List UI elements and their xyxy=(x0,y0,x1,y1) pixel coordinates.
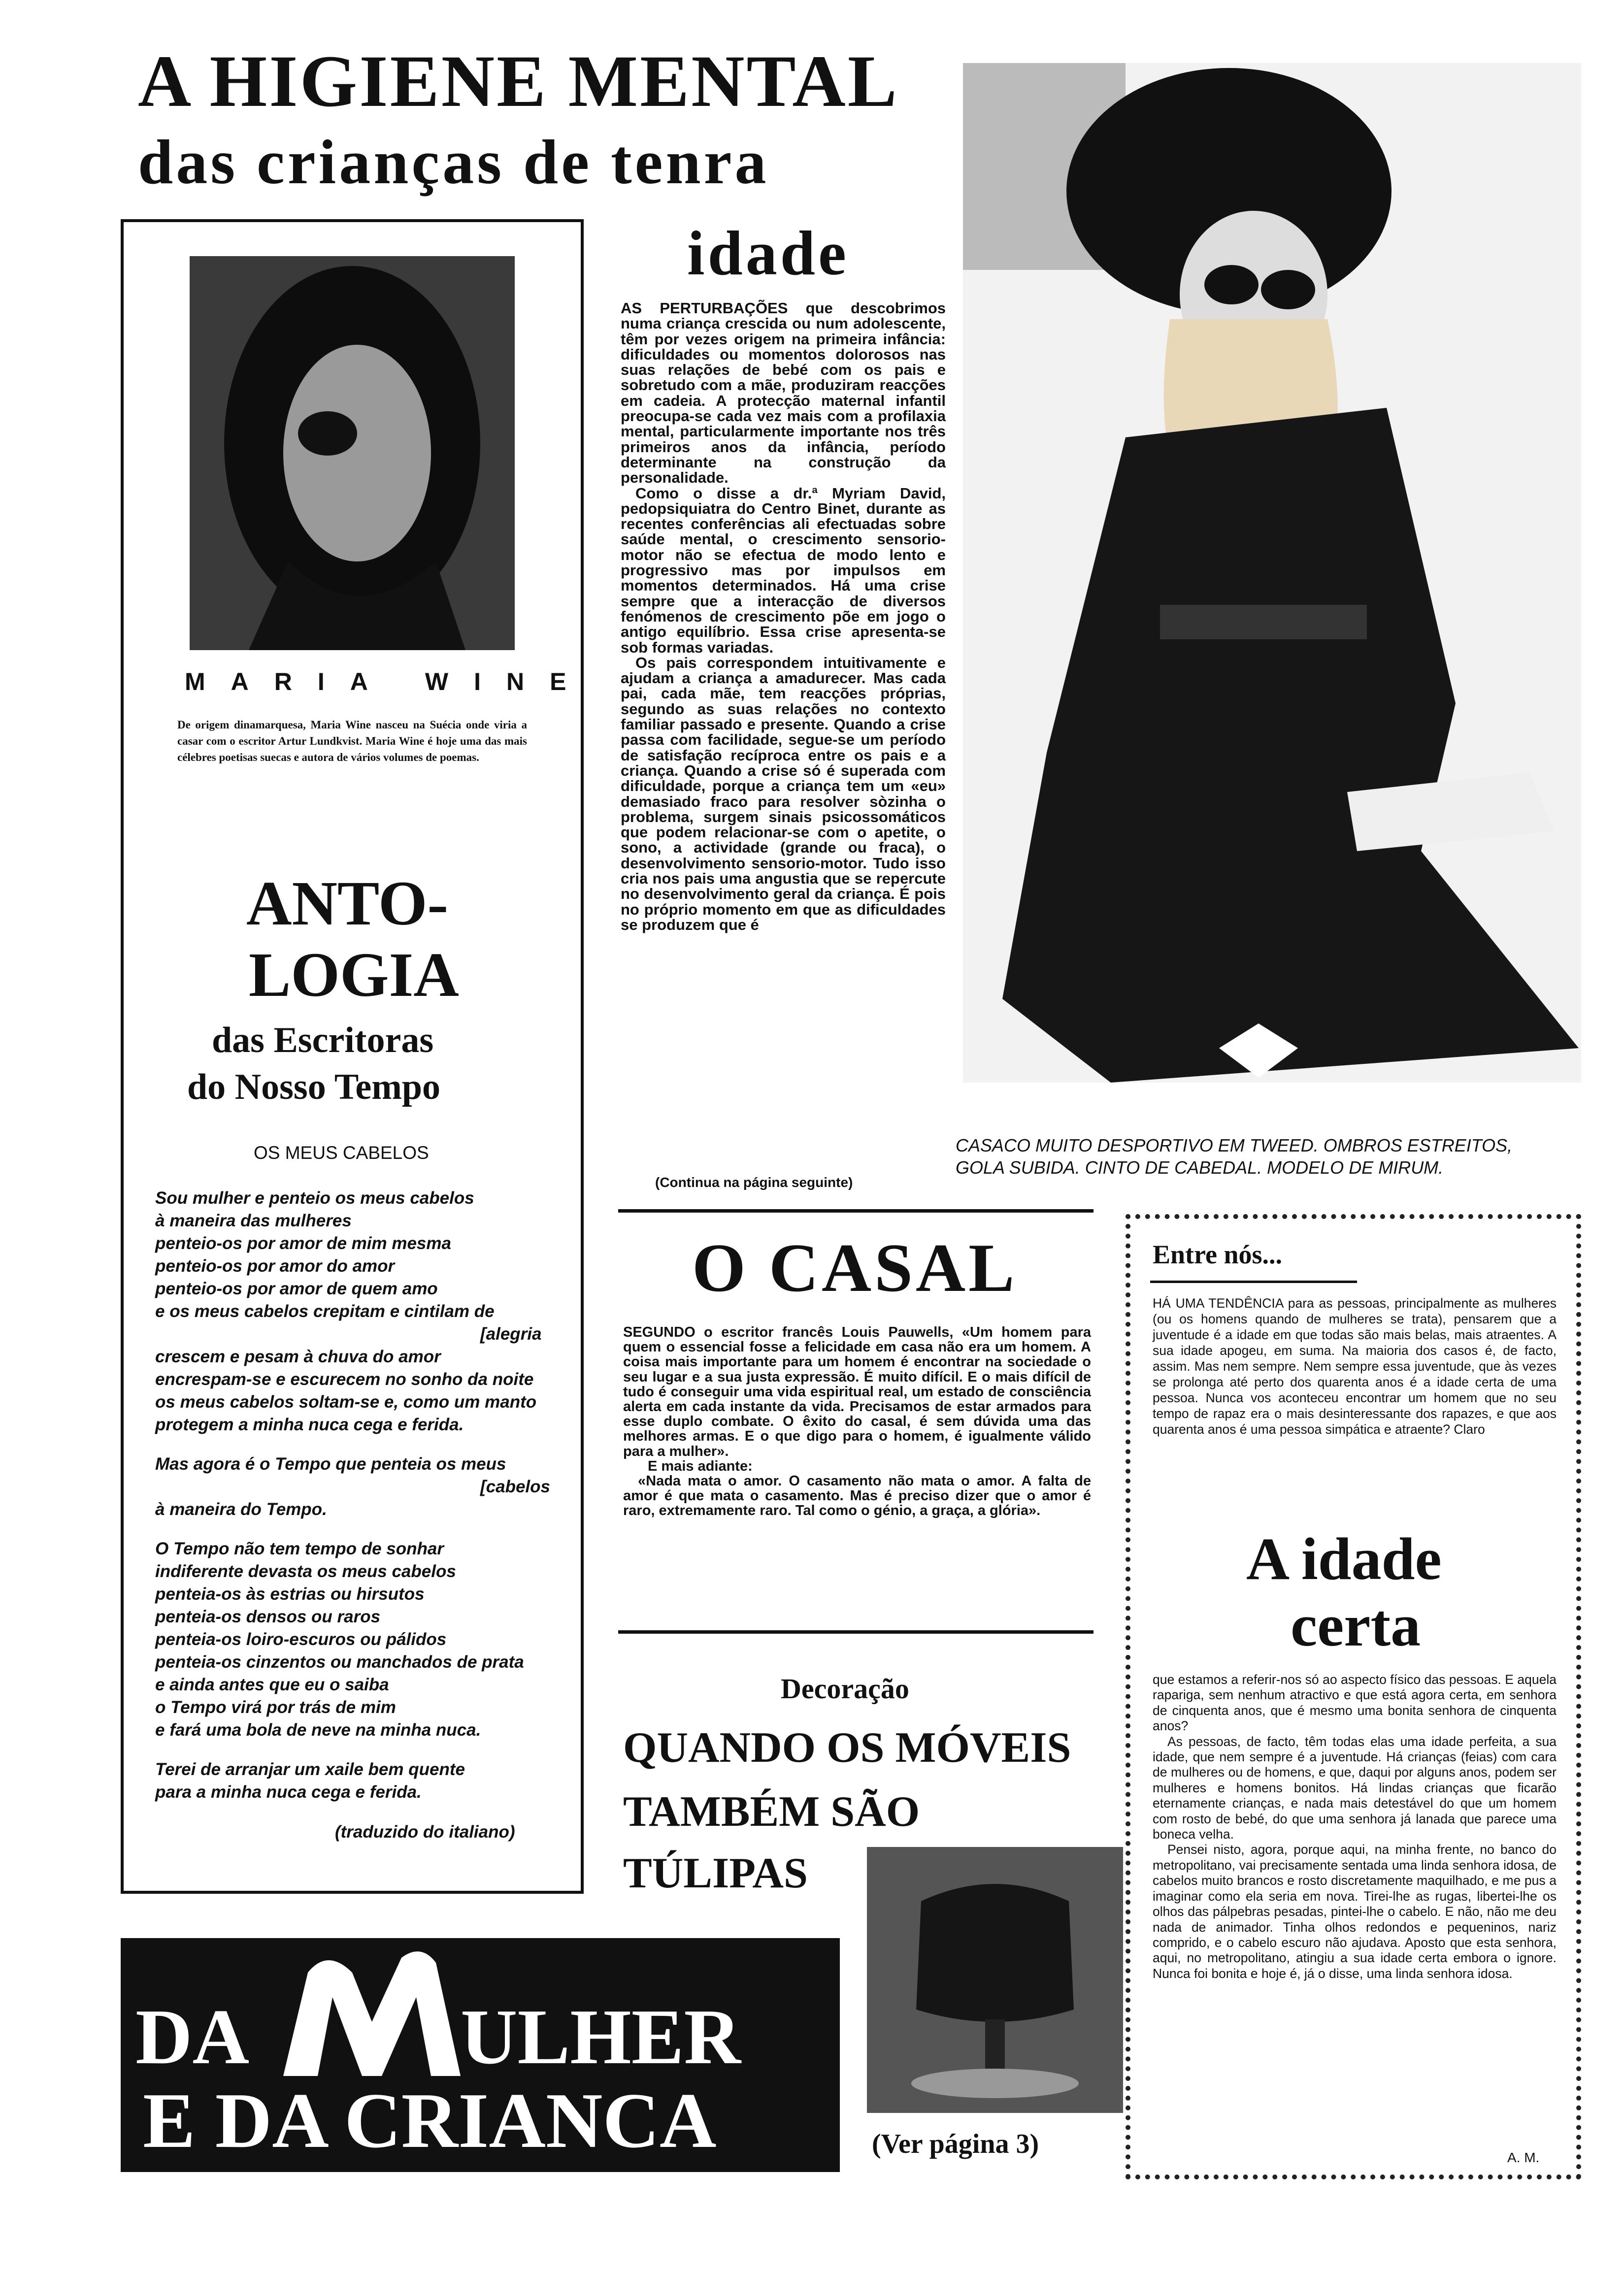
poem-line: protegem a minha nuca cega e ferida. xyxy=(155,1415,464,1434)
chair-photo xyxy=(867,1847,1123,2113)
casal-text xyxy=(623,1325,1091,1518)
main-article-paragraph: Os pais correspondem intuitivamente e ajudam a criança a amadurecer. Mas cada pai, cada mãe, tem reacções próprias, segundo as suas relações no contexto familiar passado e presente. Quando a crise passa com facilidade, segue-se um período de satisfação recíproca entre os pais e a criança. Quando a crise só é superada com dificuldade, porque a criança tem um «eu» demasiado fraco para resolver sòzinha o problema, surgem sinais psicossomáticos que podem relacionar-se com o apetite, o sono, a actividade (grande ou fraca), o desenvolvimento sensorio-motor. Tudo isso cria nos pais uma angustia que se repercute no desenvolvimento geral da criança. É pois no próprio momento em que as dificuldades se produzem que é xyxy=(621,654,946,933)
main-headline-line2: das crianças de tenra xyxy=(138,127,769,197)
main-article-paragraph: AS PERTURBAÇÕES que descobrimos numa criança crescida ou num adolescente, têm por vezes origem na primeira infância: dificuldades ou momentos dolorosos nas suas relações de bebé com os pais e sobretudo com a mãe, produziram reacções em cadeia. A protecção maternal infantil preocupa-se cada vez mais com a profilaxia mental, particularmente importante nos três primeiros anos da infância, período determinante na construção da personalidade. xyxy=(621,299,946,487)
poem-line: penteia-os densos ou raros xyxy=(155,1607,381,1626)
entre-nos-body xyxy=(1153,1672,1557,1981)
chair-photo-illustration xyxy=(867,1847,1123,2113)
poem-stanza-4 xyxy=(155,1758,569,1804)
decoracao-headline-line2: TAMBÉM SÃO xyxy=(623,1788,920,1836)
poem-line: Sou mulher e penteio os meus cabelos xyxy=(155,1188,474,1208)
casal-top-rule xyxy=(618,1209,1094,1213)
poem-title: OS MEUS CABELOS xyxy=(254,1143,429,1163)
main-headline-line1: A HIGIENE MENTAL xyxy=(138,40,899,122)
section-banner xyxy=(121,1938,840,2172)
poem-line: penteio-os por amor do amor xyxy=(155,1256,395,1276)
entre-nos-kicker: Entre nós... xyxy=(1153,1240,1283,1269)
see-page-note: (Ver página 3) xyxy=(872,2129,1039,2159)
poem-line: os meus cabelos soltam-se e, como um manto xyxy=(155,1392,537,1412)
poem-line: e fará uma bola de neve na minha nuca. xyxy=(155,1720,481,1740)
poem-line: encrespam-se e escurecem no sonho da noite xyxy=(155,1370,534,1389)
poem-stanza-1 xyxy=(155,1187,569,1436)
author-name: MARIA WINE xyxy=(185,668,592,695)
poem-stanza-2 xyxy=(155,1453,569,1521)
fashion-caption-line2: GOLA SUBIDA. CINTO DE CABEDAL. MODELO DE MIRUM. xyxy=(956,1157,1444,1178)
fashion-caption-line1: CASACO MUITO DESPORTIVO EM TWEED. OMBROS ESTREITOS, xyxy=(956,1135,1513,1155)
translation-note: (traduzido do italiano) xyxy=(335,1822,515,1842)
entre-nos-paragraph: Pensei nisto, agora, porque aqui, na minha frente, no banco do metropolitano, vai precisamente sentada uma linda senhora idosa, de cabelos muito brancos e rosto discretamente maquilhado, e me pus a imaginar como ela seria em nova. Tirei-lhe as rugas, libertei-lhe os olhos das pálpebras pesadas, pintei-lhe o cabelo. E não, não me deu nada de animador. Tinha olhos redondos e pequeninos, nariz comprido, e o cabelo escuro não ajudava. Aposto que esta senhora, aqui, no metropolitano, atingiu a sua idade certa embora o ignore. Nunca foi bonita e hoje é, já o disse, uma linda senhora idosa. xyxy=(1153,1842,1557,1981)
poem-line: e os meus cabelos crepitam e cintilam de xyxy=(155,1302,495,1321)
anthology-title-line1: ANTO- xyxy=(246,868,449,938)
poem-line: penteio-os por amor de quem amo xyxy=(155,1279,438,1298)
author-portrait xyxy=(190,256,515,650)
poem-body xyxy=(155,1187,569,1820)
poem-line: crescem e pesam à chuva do amor xyxy=(155,1347,441,1366)
poem-line: penteia-os às estrias ou hirsutos xyxy=(155,1584,425,1604)
poem-line: o Tempo virá por trás de mim xyxy=(155,1698,396,1717)
poem-line-indent: [cabelos xyxy=(480,1477,550,1496)
decoracao-headline-line1: QUANDO OS MÓVEIS xyxy=(623,1724,1071,1772)
decoracao-kicker: Decoração xyxy=(781,1673,909,1705)
entre-nos-paragraph: que estamos a referir-nos só ao aspecto físico das pessoas. E aquela rapariga, sem nenhum atractivo e que está agora certa, em senhora de cinquenta anos, que é mesmo uma bonita senhora de cinquenta anos? xyxy=(1153,1672,1557,1734)
casal-lead: E mais adiante: xyxy=(648,1458,753,1474)
banner-ulher: ULHER xyxy=(461,1993,741,2080)
main-article-body xyxy=(621,300,946,1162)
casal-headline: O CASAL xyxy=(692,1230,1018,1306)
poem-line: à maneira do Tempo. xyxy=(155,1500,327,1519)
decoracao-headline-line3: TÚLIPAS xyxy=(623,1849,808,1897)
author-portrait-illustration xyxy=(190,256,515,650)
entre-nos-signature: A. M. xyxy=(1507,2150,1540,2165)
casal-bottom-rule xyxy=(618,1630,1094,1634)
banner-line2: E DA CRIANCA xyxy=(143,2076,717,2164)
poem-line: para a minha nuca cega e ferida. xyxy=(155,1782,422,1802)
poem-line: e ainda antes que eu o saiba xyxy=(155,1675,389,1694)
main-article-paragraph: Como o disse a dr.ª Myriam David, pedopsiquiatra do Centro Binet, durante as recentes conferências ali efectuadas sobre saúde mental, o crescimento sensorio-motor não se efectua de modo lento e progressivo mas por impulsos em momentos determinados. Há uma crise sempre que a interacção de diversos fenómenos de crescimento põe em jogo o antigo equilíbrio. Essa crise apresenta-se sob formas variadas. xyxy=(621,484,946,656)
banner-da: DA xyxy=(135,1993,250,2080)
casal-paragraph: «Nada mata o amor. O casamento não mata o amor. A falta de amor é que mata o casamento. Mas é preciso dizer que o amor é raro, extremamente raro. Tal como o génio, a graça, a glória». xyxy=(623,1473,1091,1519)
main-headline-line3: idade xyxy=(687,218,849,288)
anthology-subtitle-line2: do Nosso Tempo xyxy=(187,1067,441,1107)
casal-paragraph: SEGUNDO o escritor francês Louis Pauwells, «Um homem para quem o essencial fosse a felicidade em casa não era um homem. A coisa mais importante para um homem é encontrar na sociedade o seu lugar e a sua justa expressão. É muito difícil. E o mais difícil de tudo é conseguir uma vida espiritual real, um estado de consciência alerta em cada instante da vida. Precisamos de estar armados para esse duplo combate. O êxito do casal, é sem dúvida uma das melhores armas. E o que digo para o homem, é igualmente válido para a mulher». xyxy=(623,1324,1091,1459)
poem-line: Terei de arranjar um xaile bem quente xyxy=(155,1760,465,1779)
poem-line: à maneira das mulheres xyxy=(155,1211,352,1230)
entre-nos-intro: HÁ UMA TENDÊNCIA para as pessoas, principalmente as mulheres (ou os homens quando de mulheres se trata), pensarem que a juventude é a idade em que todas são mais belas, mais atraentes. A sua idade apogeu, em suma. Na maioria dos casos é, de facto, assim. Mas nem sempre. Nem sempre essa juventude, que às vezes se prolonga até perto dos quarenta anos é a idade certa de uma pessoa. Nunca vos aconteceu encontrar um homem que no seu tempo de rapaz era o mais desinteressante dos rapazes, e que aos quarenta anos é uma pessoa simpática e atraente? Claro xyxy=(1153,1296,1557,1437)
poem-line: penteio-os por amor de mim mesma xyxy=(155,1234,451,1253)
banner-m-logo-icon xyxy=(273,1938,470,2086)
poem-line: O Tempo não tem tempo de sonhar xyxy=(155,1539,444,1558)
continued-note: (Continua na página seguinte) xyxy=(655,1175,853,1190)
anthology-title-line2: LOGIA xyxy=(249,940,459,1010)
entre-nos-headline-line1: A idade xyxy=(1246,1526,1442,1592)
poem-line: indiferente devasta os meus cabelos xyxy=(155,1562,456,1581)
poem-stanza-3 xyxy=(155,1538,569,1742)
fashion-photo xyxy=(963,63,1581,1083)
entre-nos-paragraph: As pessoas, de facto, têm todas elas uma idade perfeita, a sua idade, que nem sempre é a juventude. Há crianças (feias) com cara de mulheres ou de homens, e que, daqui por alguns anos, podem ser mulheres e homens bonitos. Há lindas crianças que ficarão eternamente crianças, e nada mais detestável do que um homem com rosto de bebé, do que uma senhora já lanada que parece uma boneca velha. xyxy=(1153,1734,1557,1842)
anthology-subtitle-line1: das Escritoras xyxy=(212,1020,434,1060)
poem-line: penteia-os cinzentos ou manchados de prata xyxy=(155,1652,524,1672)
fashion-photo-illustration xyxy=(963,63,1581,1083)
entre-nos-headline-line2: certa xyxy=(1291,1592,1421,1659)
poem-line: penteia-os loiro-escuros ou pálidos xyxy=(155,1630,447,1649)
entre-nos-kicker-underline xyxy=(1150,1281,1357,1283)
poem-line-indent: [alegria xyxy=(480,1324,542,1344)
poem-line: Mas agora é o Tempo que penteia os meus xyxy=(155,1454,506,1474)
author-bio: De origem dinamarquesa, Maria Wine nasceu na Suécia onde viria a casar com o escritor Artur Lundkvist. Maria Wine é hoje uma das mais célebres poetisas suecas e autora de vários volumes de poemas. xyxy=(177,719,527,763)
